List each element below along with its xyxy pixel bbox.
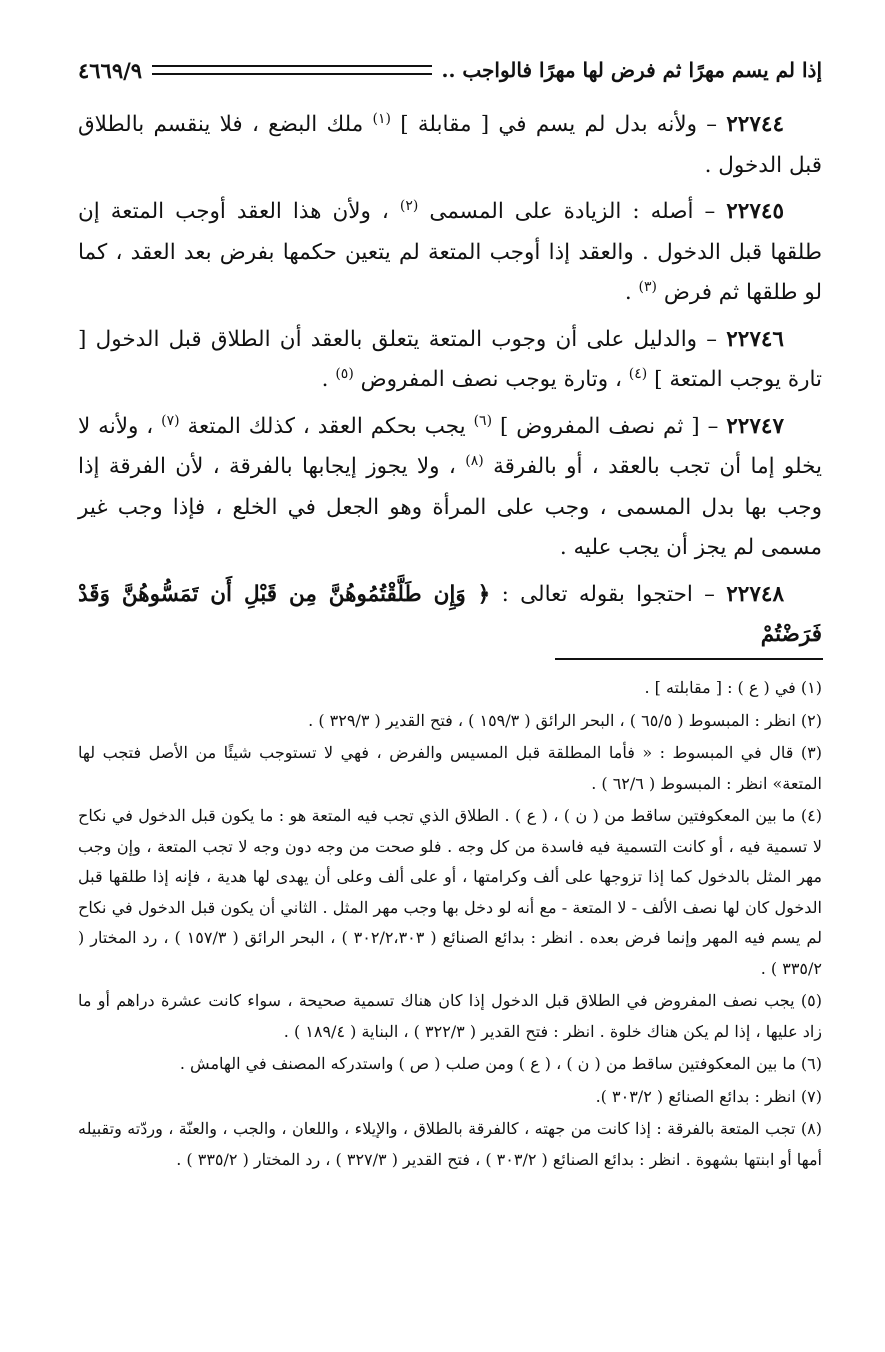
page-number: ٤٦٦٩/٩ (78, 57, 143, 83)
footnote-ref[interactable]: (٥) (335, 365, 354, 382)
paragraph-number: ٢٢٧٤٥ (726, 199, 784, 224)
header-rule (152, 65, 431, 75)
footnote-ref[interactable]: (٣) (638, 278, 657, 295)
footnote-ref[interactable]: (٤) (628, 365, 648, 382)
footnotes (78, 673, 822, 1177)
footnote-ref[interactable]: (٢) (399, 197, 419, 214)
footnote-4: (٤) ما بين المعكوفتين ساقط من ( ن ) ، ( ع ) . الطلاق الذي تجب فيه المتعة هو : ما يكون قبل الدخول في نكاح لا تسمية فيه ، أو كانت التسمية فيه فاسدة من كل وجه . فلو صحت من وجه دون وجه لا تجب المتعة ، وإن وجب مهر المثل بالدخول كما إذا تزوجها على ألف وكرامتها ، أو على ألف وعلى أن يهدى لها هدية ، فإنه إذا طلقها قبل الدخول كان لها نصف الألف - لا المتعة - مع أنه لو دخل بها وجب مهر المثل . الثاني أن يكون قبل الدخول في نكاح لم يسم فيه المهر وإنما فرض بعده . انظر : بدائع الصنائع ( ٣٠٢/٢،٣٠٣ ) ، البحر الرائق ( ١٥٧/٣ ) ، رد المختار ( ٣٣٥/٢ ) . (78, 806, 822, 978)
paragraph-text: ، وتارة يوجب نصف المفروض (360, 367, 622, 392)
paragraph-text: ، ولا يجوز إيجابها بالفرقة ، لأن الفرقة إذا وجب بها بدل المسمى ، وجب على المرأة وهو الجعل في الخلع ، فإذا وجب غير مسمى لم يجز أن يجب عليه . (78, 454, 822, 560)
paragraph-text: – احتجوا بقوله تعالى : (501, 581, 715, 607)
paragraph-22745 (78, 192, 822, 314)
paragraph-22746 (78, 320, 822, 401)
footnote-1: (١) في ( ع ) : [ مقابلته ] . (644, 678, 822, 697)
footnote-6: (٦) ما بين المعكوفتين ساقط من ( ن ) ، ( ع ) ومن صلب ( ص ) واستدركه المصنف في الهامش . (179, 1054, 822, 1073)
paragraph-text: – ولأنه بدل لم يسم في [ مقابلة ] (400, 112, 717, 137)
running-title: إذا لم يسم مهرًا ثم فرض لها مهرًا فالواجب .. (441, 58, 822, 82)
paragraph-text: . (321, 367, 329, 392)
footnote-ref[interactable]: (٨) (465, 452, 484, 469)
paragraph-number: ٢٢٧٤٦ (726, 326, 784, 352)
footnote-ref[interactable]: (٧) (161, 412, 180, 429)
paragraph-text: – [ ثم نصف المفروض ] (499, 413, 719, 439)
paragraph-number: ٢٢٧٤٧ (726, 413, 784, 439)
paragraph-22747 (78, 407, 822, 569)
paragraph-text: – أصله : الزيادة على المسمى (429, 199, 716, 224)
paragraph-text: ، ولأنه لا يخلو إما أن تجب بالعقد ، أو بالفرقة (78, 413, 823, 479)
paragraph-22748 (78, 575, 822, 656)
page-header (78, 52, 822, 88)
paragraph-text: ملك البضع ، فلا ينقسم بالطلاق قبل الدخول . (78, 112, 822, 178)
paragraph-number: ٢٢٧٤٨ (726, 581, 784, 607)
footnote-ref[interactable]: (٦) (473, 412, 493, 429)
footnote-2: (٢) انظر : المبسوط ( ٦٥/٥ ) ، البحر الرائق ( ١٥٩/٣ ) ، فتح القدير ( ٣٢٩/٣ ) . (308, 710, 822, 730)
paragraph-text: – والدليل على أن وجوب المتعة يتعلق بالعقد أن الطلاق قبل الدخول [ تارة يوجب المتعة ] (78, 326, 822, 392)
footnote-ref[interactable]: (١) (372, 110, 391, 127)
quran-verse: ﴿ وَإِن طَلَّقْتُمُوهُنَّ مِن قَبْلِ أَن تَمَسُّوهُنَّ وَقَدْ فَرَضْتُمْ (78, 581, 822, 647)
footnote-7: (٧) انظر : بدائع الصنائع ( ٣٠٣/٢ ). (595, 1086, 822, 1106)
paragraph-text: ، ولأن هذا العقد أوجب المتعة إن طلقها قبل الدخول . والعقد إذا أوجب المتعة لم يتعين حكمها بفرض بعد العقد ، كما لو طلقها ثم فرض (78, 199, 822, 305)
footnote-3: (٣) قال في المبسوط : « فأما المطلقة قبل المسيس والفرض ، فهي لا تستوجب شيئًا من الأصل فتجب لها المتعة» انظر : المبسوط ( ٦٢/٦ ) . (78, 743, 822, 793)
footnote-separator (555, 658, 823, 660)
footnote-8: (٨) تجب المتعة بالفرقة : إذا كانت من جهته ، كالفرقة بالطلاق ، والإيلاء ، واللعان ، والجب ، والعنّة ، وردّته وتقبيله أمها أو ابنتها بشهوة . انظر : بدائع الصنائع ( ٣٠٣/٢ ) ، فتح القدير ( ٣٢٧/٣ ) ، رد المختار ( ٣٣٥/٢ ) . (78, 1119, 822, 1169)
paragraph-text: . (624, 280, 632, 305)
paragraph-22744 (78, 105, 822, 186)
paragraph-text: يجب بحكم العقد ، كذلك المتعة (187, 413, 466, 439)
main-text (78, 105, 822, 662)
paragraph-number: ٢٢٧٤٤ (726, 112, 784, 137)
footnote-5: (٥) يجب نصف المفروض في الطلاق قبل الدخول إذا كان هناك تسمية صحيحة ، سواء كانت عشرة دراهم أو ما زاد عليها ، إذا لم يكن هناك خلوة . انظر : فتح القدير ( ٣٢٢/٣ ) ، البناية ( ١٨٩/٤ ) . (78, 991, 822, 1041)
